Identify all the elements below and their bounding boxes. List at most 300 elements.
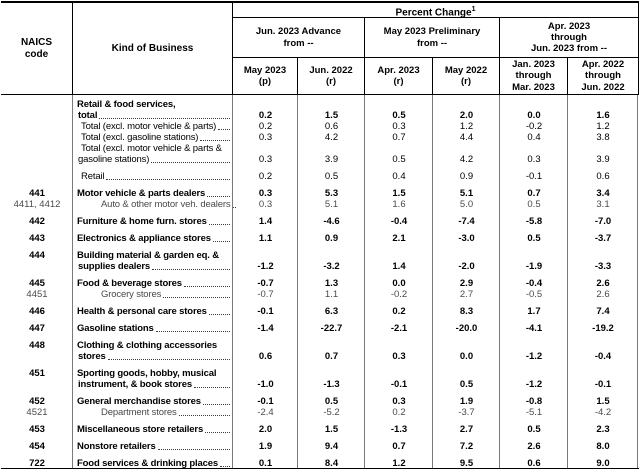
business-name-text: Electronics & appliance stores — [77, 233, 211, 244]
col3-line1: Apr. 2023 — [377, 64, 420, 76]
percent-change-value: 0.5 — [459, 379, 474, 390]
percent-change-value: 3.8 — [596, 132, 610, 143]
business-name-text: Food & beverage stores — [77, 278, 182, 289]
percent-change-value: 0.7 — [324, 351, 339, 362]
table-row — [1, 216, 639, 227]
dot-leader — [220, 458, 230, 467]
percent-change-value: 0.5 — [392, 154, 406, 165]
percent-change-value: 9.5 — [459, 458, 474, 468]
dot-leader — [200, 132, 230, 141]
business-name-text: Food services & drinking places — [77, 458, 219, 468]
business-name-text: gasoline stations) — [78, 154, 150, 165]
business-name-cell — [73, 368, 233, 390]
percent-change-value: 4.2 — [459, 154, 474, 165]
dot-leader — [205, 424, 230, 433]
naics-label-line1: NAICS — [20, 36, 53, 48]
business-name-line — [73, 261, 231, 272]
percent-change-value: -0.7 — [257, 278, 274, 289]
percent-change-value: 2.7 — [459, 424, 474, 435]
percent-change-value: -1.3 — [390, 424, 408, 435]
business-name-text: Nonstore retailers — [77, 441, 156, 452]
percent-change-value: 1.7 — [527, 306, 541, 317]
table-row — [1, 289, 639, 300]
business-name-line — [73, 458, 231, 468]
percent-change-value: -20.0 — [455, 323, 478, 334]
header-percent-change-block — [233, 3, 638, 94]
percent-change-value: 1.9 — [258, 441, 273, 452]
table-row — [1, 306, 639, 317]
business-name-line — [73, 99, 231, 110]
percent-change-value: 0.5 — [324, 171, 339, 182]
business-name-line — [73, 289, 231, 300]
percent-change-value: 2.1 — [392, 233, 406, 244]
percent-change-value: 7.4 — [596, 306, 610, 317]
business-name-text: Clothing & clothing accessories — [77, 340, 217, 351]
business-name-text: Health & personal care stores — [77, 306, 207, 317]
percent-change-value: -3.7 — [594, 233, 612, 244]
business-name-cell — [73, 323, 233, 334]
naics-code-cell: 454 — [29, 441, 45, 452]
naics-code-cell: 443 — [29, 233, 45, 244]
percent-change-value: -3.7 — [458, 407, 475, 418]
business-name-line — [73, 351, 231, 362]
dot-leader — [158, 441, 230, 450]
col-header-jun-2022-r — [298, 58, 365, 94]
percent-change-value: 0.2 — [258, 171, 273, 182]
percent-change-value: 7.2 — [459, 441, 474, 452]
dot-leader — [152, 261, 230, 270]
percent-change-value: 0.3 — [392, 396, 406, 407]
percent-change-value: 0.6 — [527, 458, 541, 468]
percent-change-value: -1.0 — [257, 379, 274, 390]
dot-leader — [194, 379, 230, 388]
percent-change-value: -0.4 — [390, 216, 408, 227]
col6-line3: Jun. 2022 — [581, 81, 625, 93]
header-naics-code — [1, 3, 73, 94]
business-name-cell — [73, 199, 233, 210]
percent-change-value: -4.1 — [525, 323, 543, 334]
percent-change-value: 9.0 — [596, 458, 610, 468]
percent-change-value: 4.4 — [459, 132, 474, 143]
dot-leader — [218, 121, 230, 130]
column-divider-line — [364, 95, 365, 468]
percent-change-value: 1.1 — [324, 289, 339, 300]
percent-change-value: -7.0 — [594, 216, 612, 227]
business-name-text: Grocery stores — [101, 289, 162, 300]
percent-change-value: 2.9 — [459, 278, 474, 289]
group-apr-through-jun-2023 — [500, 18, 638, 57]
business-name-text: Retail & food services, — [77, 99, 176, 110]
percent-change-value: -4.2 — [594, 407, 612, 418]
naics-code-cell: 452 — [29, 396, 45, 407]
percent-change-value: 3.4 — [596, 188, 610, 199]
percent-change-value: -0.4 — [594, 351, 612, 362]
percent-change-value: 1.5 — [596, 396, 610, 407]
percent-change-value: 0.5 — [527, 233, 541, 244]
table-row — [1, 143, 639, 165]
percent-change-value: 1.5 — [324, 110, 339, 121]
percent-change-value: 2.7 — [459, 289, 474, 300]
percent-change-value: 9.4 — [324, 441, 339, 452]
percent-change-value: -22.7 — [320, 323, 343, 334]
table-header — [1, 1, 639, 95]
percent-change-value: 3.9 — [324, 154, 339, 165]
percent-change-value: 0.3 — [258, 154, 273, 165]
group3-line1: Apr. 2023 — [547, 21, 591, 32]
dot-leader — [179, 407, 230, 416]
group3-line2: through — [551, 32, 587, 43]
dot-leader — [156, 323, 230, 332]
naics-code-cell: 4451 — [26, 289, 48, 300]
business-name-line — [73, 199, 231, 210]
percent-change-value: 0.9 — [459, 171, 474, 182]
business-name-cell — [73, 171, 233, 182]
business-name-line — [73, 250, 231, 261]
column-divider-line — [499, 95, 500, 468]
table-body — [1, 95, 639, 468]
kind-of-business-label: Kind of Business — [111, 43, 194, 54]
table-row — [1, 407, 639, 418]
column-divider-line — [567, 95, 568, 468]
business-name-line — [73, 278, 231, 289]
dot-leader — [151, 154, 230, 163]
percent-change-value: -0.5 — [525, 289, 543, 300]
percent-change-value: 0.1 — [258, 458, 273, 468]
percent-change-value: 1.6 — [392, 199, 406, 210]
table-row — [1, 278, 639, 289]
percent-change-value: -0.1 — [257, 306, 274, 317]
percent-change-value: 0.5 — [527, 199, 541, 210]
business-name-line — [73, 424, 231, 435]
percent-change-value: 3.9 — [596, 154, 610, 165]
naics-code-cell: 444 — [29, 250, 45, 261]
percent-change-value: 2.6 — [596, 278, 610, 289]
percent-change-value: 0.7 — [527, 188, 541, 199]
percent-change-value: -3.2 — [323, 261, 340, 272]
table-row — [1, 233, 639, 244]
percent-change-value: -3.0 — [458, 233, 475, 244]
col5-line2: through — [515, 70, 552, 82]
percent-change-value: -1.9 — [525, 261, 543, 272]
business-name-text: Auto & other motor veh. dealers — [101, 199, 231, 210]
retail-percent-change-table — [1, 1, 639, 469]
percent-change-value: 2.0 — [459, 110, 474, 121]
percent-change-value: -0.2 — [390, 289, 408, 300]
business-name-line — [73, 110, 231, 121]
percent-change-value: 1.4 — [392, 261, 406, 272]
business-name-text: Furniture & home furn. stores — [77, 216, 207, 227]
table-row — [1, 323, 639, 334]
business-name-text: total — [78, 110, 98, 121]
table-row — [1, 396, 639, 407]
percent-change-value: 0.0 — [459, 351, 474, 362]
percent-change-value: 0.7 — [392, 441, 406, 452]
business-name-text: Department stores — [101, 407, 177, 418]
business-name-cell — [73, 441, 233, 452]
percent-change-value: -2.1 — [390, 323, 408, 334]
naics-code-cell: 447 — [29, 323, 45, 334]
percent-change-value: 0.3 — [527, 154, 541, 165]
percent-change-value: -1.2 — [257, 261, 274, 272]
group3-line3: Jun. 2023 from -- — [530, 43, 608, 54]
percent-change-value: 0.4 — [392, 171, 406, 182]
percent-change-value: 0.5 — [324, 396, 339, 407]
business-name-cell — [73, 188, 233, 199]
table-row — [1, 424, 639, 435]
table-row — [1, 171, 639, 182]
business-name-cell — [73, 407, 233, 418]
group2-line2: from -- — [416, 37, 448, 49]
percent-change-value: -4.6 — [323, 216, 340, 227]
group-jun-2023-advance — [233, 18, 365, 57]
col-header-apr-2022-through-jun-2022 — [568, 58, 638, 94]
percent-change-value: 0.3 — [258, 199, 273, 210]
table-row — [1, 368, 639, 390]
naics-code-cell: 453 — [29, 424, 45, 435]
business-name-line — [73, 171, 231, 182]
percent-change-value: 0.0 — [392, 278, 406, 289]
percent-change-value: 0.5 — [392, 110, 406, 121]
col5-line1: Jan. 2023 — [512, 58, 555, 70]
col5-line3: Mar. 2023 — [512, 81, 555, 93]
column-divider-line — [72, 95, 73, 468]
percent-change-value: -2.0 — [458, 261, 475, 272]
business-name-text: Gasoline stations — [77, 323, 154, 334]
percent-change-value: 0.6 — [324, 121, 339, 132]
naics-code-cell: 446 — [29, 306, 45, 317]
percent-change-value: 1.2 — [459, 121, 474, 132]
percent-change-value: 5.0 — [459, 199, 474, 210]
percent-change-title — [233, 3, 638, 18]
percent-change-value: 1.3 — [324, 278, 339, 289]
percent-change-value: -0.1 — [257, 396, 274, 407]
business-name-cell — [73, 306, 233, 317]
business-name-line — [73, 132, 231, 143]
percent-change-value: -7.4 — [458, 216, 475, 227]
business-name-line — [73, 368, 231, 379]
col-header-may-2022-r — [433, 58, 500, 94]
column-divider-line — [232, 95, 233, 468]
col2-line1: Jun. 2022 — [309, 64, 353, 76]
col4-line1: May 2022 — [444, 64, 488, 76]
percent-change-value: 2.6 — [596, 289, 610, 300]
table-row — [1, 441, 639, 452]
business-name-line — [73, 188, 231, 199]
dot-leader — [213, 233, 230, 242]
naics-code-cell: 4411, 4412 — [13, 199, 61, 210]
column-divider-line — [297, 95, 298, 468]
naics-code-cell: 4521 — [26, 407, 48, 418]
business-name-cell — [73, 250, 233, 272]
naics-code-cell: 442 — [29, 216, 45, 227]
percent-change-value: 0.0 — [527, 110, 541, 121]
percent-change-value: -0.1 — [390, 379, 408, 390]
percent-change-value: 8.3 — [459, 306, 474, 317]
percent-change-value: 5.1 — [459, 188, 474, 199]
percent-change-value: -5.2 — [323, 407, 340, 418]
business-name-line — [73, 154, 231, 165]
business-name-text: Total (excl. motor vehicle & parts) — [81, 121, 217, 132]
percent-change-value: -1.2 — [525, 379, 543, 390]
col6-line1: Apr. 2022 — [581, 58, 625, 70]
business-name-cell — [73, 424, 233, 435]
percent-change-value: 0.9 — [324, 233, 339, 244]
percent-change-value: 0.2 — [392, 407, 406, 418]
percent-change-value: 4.2 — [324, 132, 339, 143]
percent-change-value: -1.4 — [257, 323, 274, 334]
naics-code-cell: 451 — [29, 368, 45, 379]
business-name-line — [73, 121, 231, 132]
percent-change-value: 0.3 — [392, 351, 406, 362]
percent-change-value: -5.8 — [525, 216, 543, 227]
percent-change-value: -0.2 — [525, 121, 543, 132]
percent-change-value: 0.5 — [527, 424, 541, 435]
col4-line2: (r) — [460, 76, 472, 87]
table-row — [1, 188, 639, 199]
percent-change-value: 0.6 — [596, 171, 610, 182]
dot-leader — [203, 396, 230, 405]
business-name-cell — [73, 132, 233, 143]
business-name-cell — [73, 458, 233, 468]
business-name-cell — [73, 143, 233, 165]
business-name-cell — [73, 396, 233, 407]
percent-change-value: 1.9 — [459, 396, 474, 407]
business-name-text: Total (excl. motor vehicle & parts & — [81, 143, 222, 154]
percent-change-value: 1.5 — [324, 424, 339, 435]
header-column-row — [233, 57, 638, 94]
percent-change-value: -5.1 — [525, 407, 543, 418]
col3-line2: (r) — [393, 76, 404, 87]
col1-line1: May 2023 — [243, 64, 287, 76]
table-row — [1, 199, 639, 210]
percent-change-value: -0.4 — [525, 278, 543, 289]
col2-line2: (r) — [325, 76, 337, 87]
percent-change-value: 8.0 — [596, 441, 610, 452]
percent-change-value: 2.0 — [258, 424, 273, 435]
percent-change-value: 2.3 — [596, 424, 610, 435]
naics-label-line2: code — [24, 48, 49, 60]
percent-change-value: 0.7 — [392, 132, 406, 143]
business-name-text: Building material & garden eq. & — [77, 250, 219, 261]
business-name-text: Miscellaneous store retailers — [77, 424, 204, 435]
percent-change-value: -0.8 — [525, 396, 543, 407]
business-name-text: supplies dealers — [78, 261, 151, 272]
business-name-line — [73, 407, 231, 418]
table-row — [1, 250, 639, 272]
col-header-apr-2023-r — [365, 58, 433, 94]
percent-change-value: 0.3 — [258, 132, 273, 143]
col1-line2: (p) — [258, 76, 272, 87]
business-name-line — [73, 323, 231, 334]
percent-change-value: 1.2 — [596, 121, 610, 132]
percent-change-value: 1.5 — [392, 188, 406, 199]
naics-code-cell: 722 — [29, 458, 45, 468]
dot-leader — [209, 216, 230, 225]
table-row — [1, 458, 639, 468]
dot-leader — [106, 171, 230, 180]
table-row — [1, 340, 639, 362]
table-row — [1, 121, 639, 132]
table-row — [1, 99, 639, 121]
percent-change-value: 0.6 — [258, 351, 273, 362]
business-name-text: Sporting goods, hobby, musical — [77, 368, 217, 379]
business-name-cell — [73, 216, 233, 227]
percent-change-value: 5.1 — [324, 199, 339, 210]
dot-leader — [207, 188, 230, 197]
business-name-cell — [73, 121, 233, 132]
business-name-text: instrument, & book stores — [78, 379, 192, 390]
dot-leader — [99, 110, 230, 119]
percent-change-value: 8.4 — [324, 458, 339, 468]
business-name-line — [73, 396, 231, 407]
percent-change-value: -3.3 — [594, 261, 612, 272]
business-name-line — [73, 379, 231, 390]
percent-change-label: Percent Change — [395, 7, 472, 19]
percent-change-value: 1.4 — [258, 216, 273, 227]
group1-line1: Jun. 2023 Advance — [255, 25, 342, 37]
business-name-text: stores — [78, 351, 106, 362]
percent-change-value: 0.2 — [258, 110, 273, 121]
percent-change-value: 0.4 — [527, 132, 541, 143]
business-name-cell — [73, 340, 233, 362]
dot-leader — [163, 289, 230, 298]
business-name-line — [73, 340, 231, 351]
business-name-cell — [73, 233, 233, 244]
percent-change-value: -2.4 — [257, 407, 274, 418]
percent-change-value: -0.1 — [594, 379, 612, 390]
business-name-cell — [73, 99, 233, 121]
business-name-line — [73, 306, 231, 317]
dot-leader — [209, 306, 230, 315]
percent-change-value: 0.3 — [392, 121, 406, 132]
percent-change-value: 1.6 — [596, 110, 610, 121]
col6-line2: through — [585, 70, 621, 82]
percent-change-footnote-marker: 1 — [471, 6, 476, 13]
business-name-line — [73, 441, 231, 452]
percent-change-value: -1.3 — [323, 379, 340, 390]
column-divider-line — [637, 95, 638, 468]
business-name-cell — [73, 289, 233, 300]
header-kind-of-business — [73, 3, 233, 94]
percent-change-value: 0.2 — [392, 306, 406, 317]
percent-change-value: -0.1 — [525, 171, 543, 182]
naics-code-cell: 448 — [29, 340, 45, 351]
business-name-text: Retail — [81, 171, 105, 182]
percent-change-value: 0.3 — [258, 188, 273, 199]
group-may-2023-preliminary — [365, 18, 500, 57]
percent-change-value: 6.3 — [324, 306, 339, 317]
percent-change-value: -0.7 — [257, 289, 274, 300]
percent-change-value: -1.2 — [525, 351, 543, 362]
dot-leader — [108, 351, 230, 360]
percent-change-value: 0.2 — [258, 121, 273, 132]
col-header-jan-through-mar-2023 — [500, 58, 568, 94]
percent-change-value: 1.2 — [392, 458, 406, 468]
business-name-cell — [73, 278, 233, 289]
business-name-line — [73, 143, 231, 154]
business-name-text: Total (excl. gasoline stations) — [81, 132, 199, 143]
business-name-line — [73, 216, 231, 227]
business-name-text: General merchandise stores — [77, 396, 201, 407]
percent-change-value: 2.6 — [527, 441, 541, 452]
naics-code-cell: 441 — [29, 188, 45, 199]
group1-line2: from -- — [283, 37, 314, 49]
header-group-row — [233, 18, 638, 57]
business-name-text: Motor vehicle & parts dealers — [77, 188, 206, 199]
group2-line1: May 2023 Preliminary — [383, 25, 481, 37]
business-name-line — [73, 233, 231, 244]
percent-change-value: 5.3 — [324, 188, 339, 199]
